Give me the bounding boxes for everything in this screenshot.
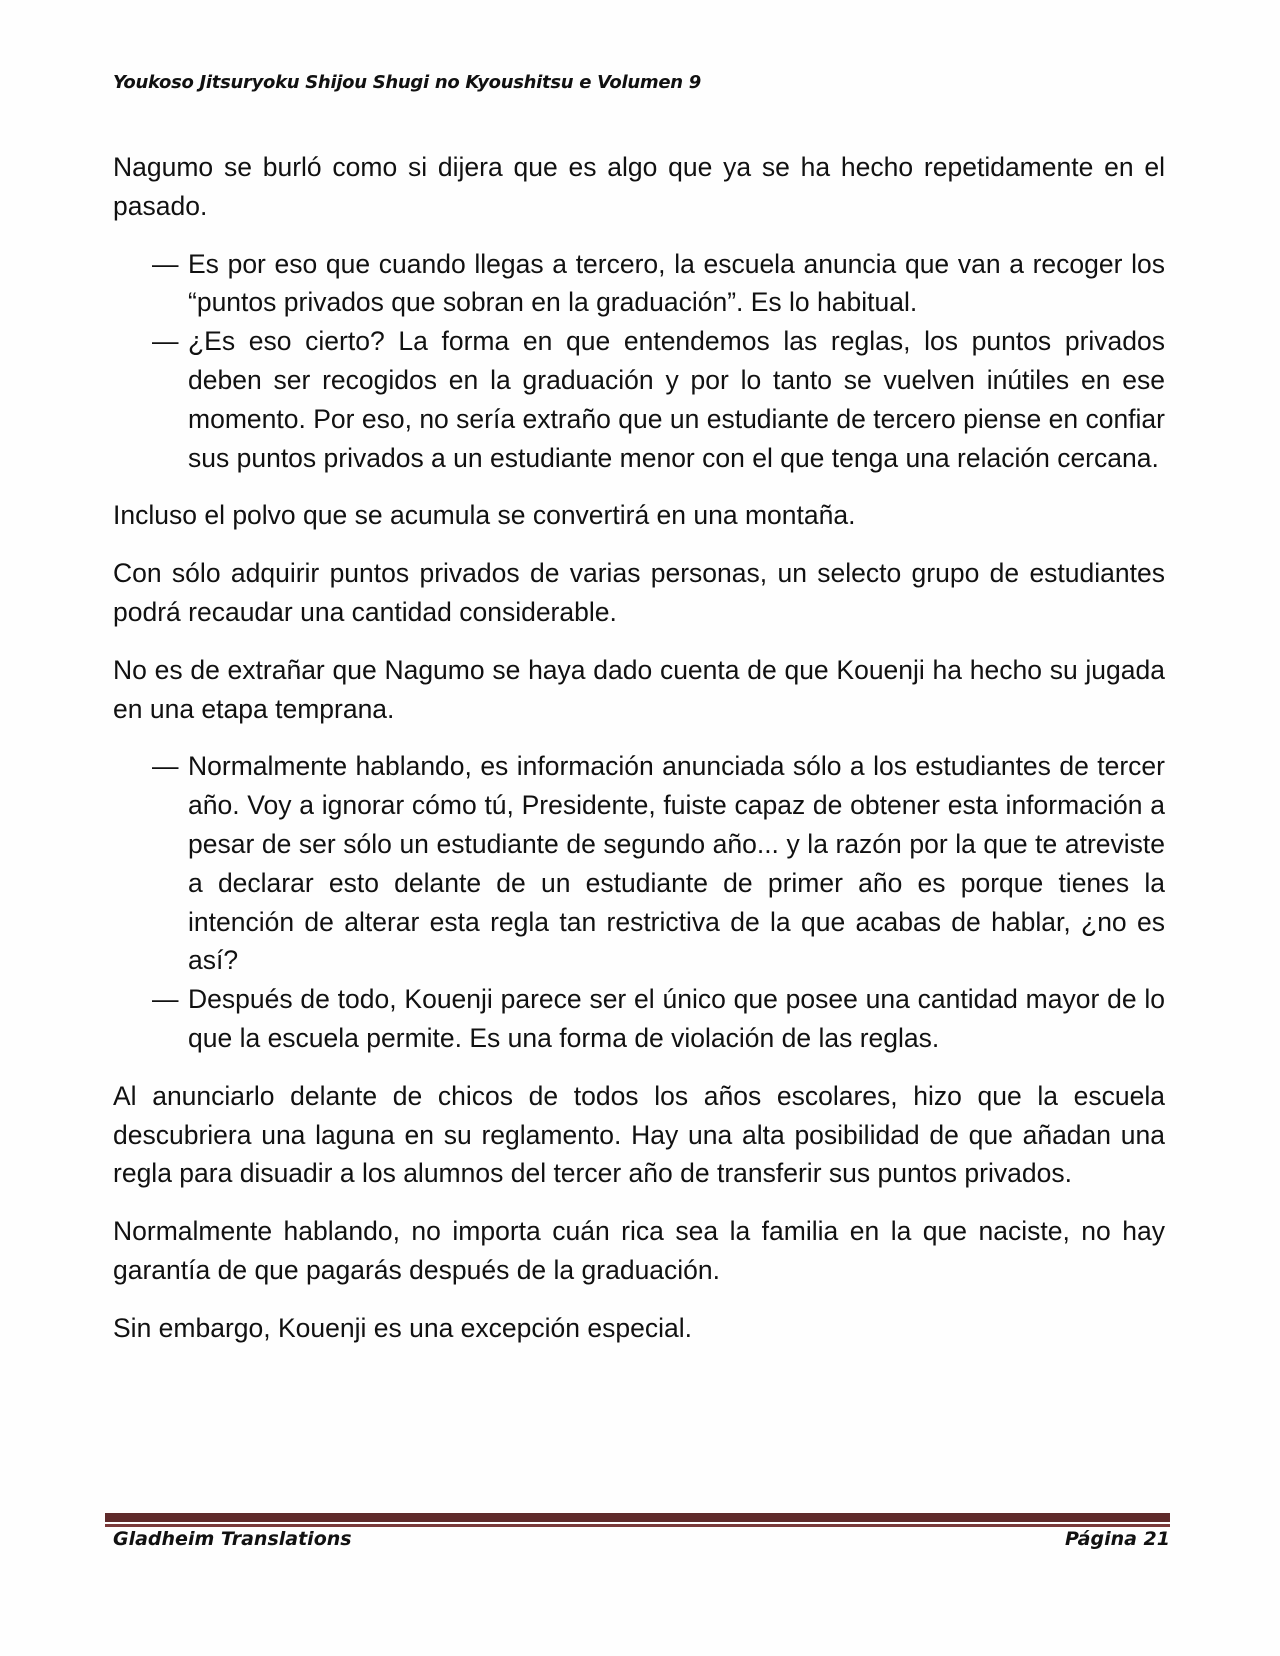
dialogue-text: Es por eso que cuando llegas a tercero, la escuela anuncia que van a recoger los “puntos privados que sobran en la graduación”. Es lo habitual.: [188, 248, 1165, 318]
footer-page-number: Página 21: [1064, 1528, 1170, 1550]
dialogue-line: [113, 980, 1165, 1058]
dialogue-line: [113, 747, 1165, 980]
footer-translator-credit: Gladheim Translations: [113, 1528, 352, 1550]
dialogue-line: [113, 322, 1165, 477]
paragraph: Incluso el polvo que se acumula se convertirá en una montaña.: [113, 500, 856, 531]
dialogue-block: [113, 747, 1165, 1057]
footer-divider: [105, 1513, 1170, 1524]
dialogue-text: Después de todo, Kouenji parece ser el único que posee una cantidad mayor de lo que la escuela permite. Es una forma de violación de las reglas.: [188, 984, 1165, 1053]
em-dash: —: [152, 751, 179, 782]
paragraph: No es de extrañar que Nagumo se haya dado cuenta de que Kouenji ha hecho su jugada en una etapa temprana.: [113, 654, 1165, 724]
dialogue-text: Normalmente hablando, es información anunciada sólo a los estudiantes de tercer año. Voy a ignorar cómo tú, Presidente, fuiste capaz de obtener esta información a pesar de ser sólo un estudiante de segundo año... y la razón por la que te atreviste a declarar esto delante de un estudiante de primer año es porque tienes la intención de alterar esta regla tan restrictiva de la que acabas de hablar, ¿no es así?: [188, 751, 1165, 976]
dialogue-text: ¿Es eso cierto? La forma en que entendemos las reglas, los puntos privados deben ser recogidos en la graduación y por lo tanto se vuelven inútiles en ese momento. Por eso, no sería extraño que un estudiante de tercero piense en confiar sus puntos privados a un estudiante menor con el que tenga una relación cercana.: [188, 326, 1165, 473]
dialogue-block: [113, 245, 1165, 478]
paragraph: Nagumo se burló como si dijera que es algo que ya se ha hecho repetidamente en el pasado.: [113, 152, 1165, 221]
page-body: [113, 148, 1165, 1367]
em-dash: —: [152, 248, 179, 279]
paragraph: Al anunciarlo delante de chicos de todos los años escolares, hizo que la escuela descubriera una laguna en su reglamento. Hay una alta posibilidad de que añadan una regla para disuadir a los alumnos del tercer año de transferir sus puntos privados.: [113, 1080, 1165, 1189]
em-dash: —: [152, 326, 179, 357]
paragraph: Con sólo adquirir puntos privados de varias personas, un selecto grupo de estudiantes podrá recaudar una cantidad considerable.: [113, 558, 1165, 627]
running-header-title: Youkoso Jitsuryoku Shijou Shugi no Kyoushitsu e Volumen 9: [113, 72, 701, 93]
em-dash: —: [152, 984, 179, 1015]
paragraph: Sin embargo, Kouenji es una excepción especial.: [113, 1312, 692, 1343]
paragraph: Normalmente hablando, no importa cuán rica sea la familia en la que naciste, no hay garantía de que pagarás después de la graduación.: [113, 1216, 1165, 1285]
dialogue-line: [113, 245, 1165, 323]
